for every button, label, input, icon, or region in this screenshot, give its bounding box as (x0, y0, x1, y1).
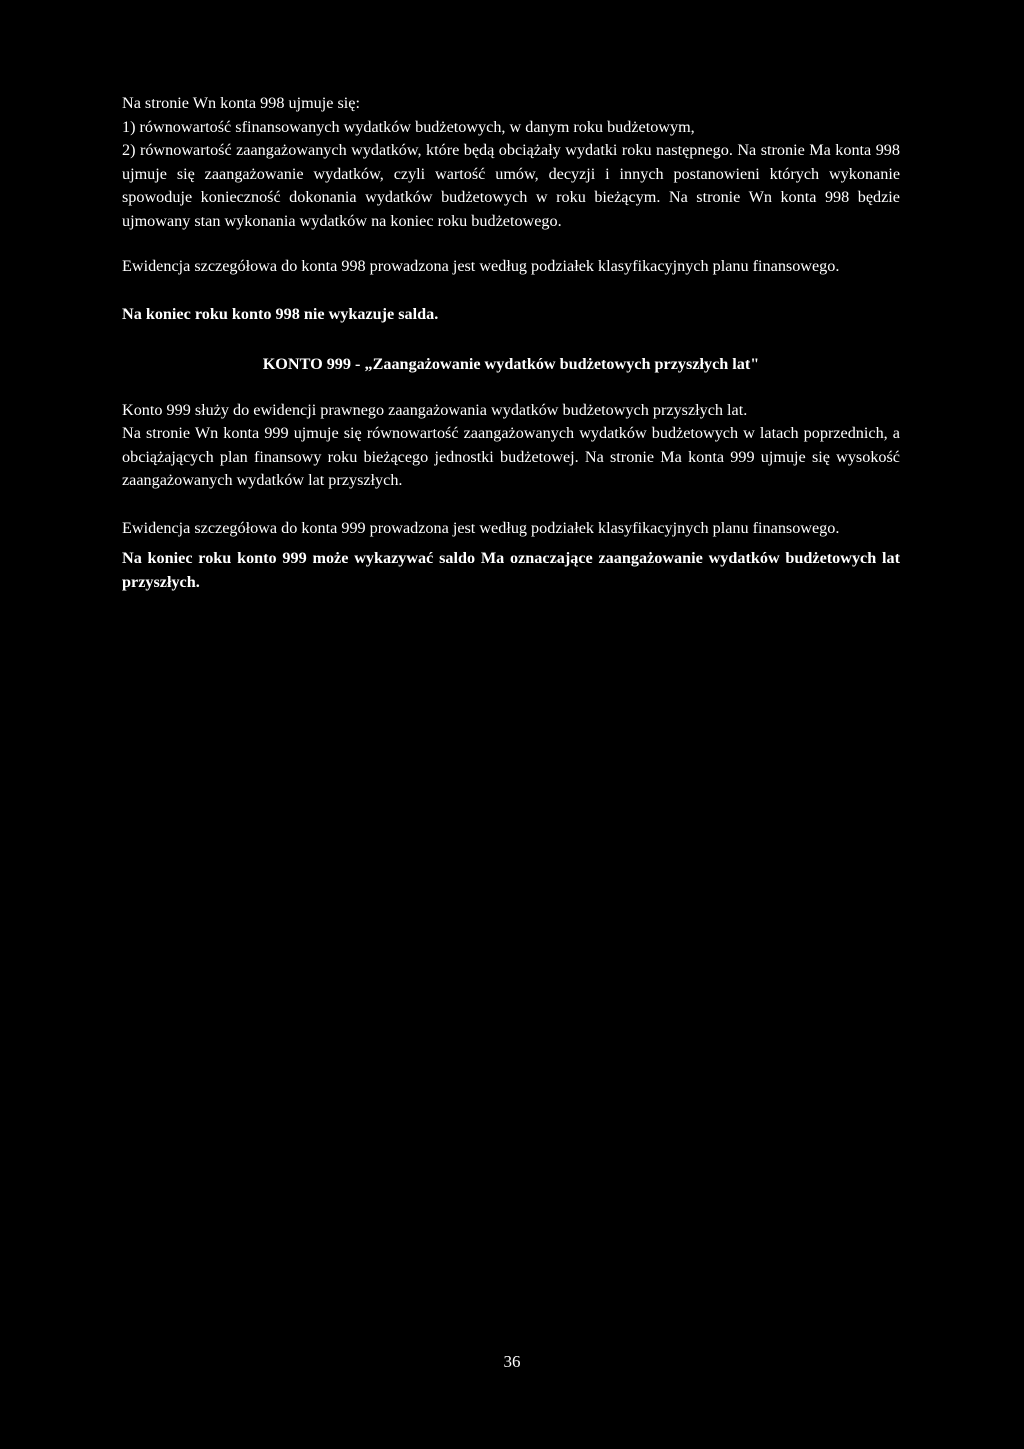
account-998-item-1: 1) równowartość sfinansowanych wydatków budżetowych, w danym roku budżetowym, (122, 117, 695, 136)
account-998-item-2: 2) równowartość zaangażowanych wydatków, które będą obciążały wydatki roku następnego. Na stronie Ma konta 998 ujmuje się zaangażowanie wydatków, czyli wartość umów, decyzji i innych postanowieni których wykonanie spowoduje konieczność dokonania wydatków budżetowych w roku bieżącym. Na stronie Wn konta 998 będzie ujmowany stan wykonania wydatków na koniec roku budżetowego. (122, 141, 900, 230)
account-999-description (122, 399, 900, 493)
page-number: 36 (503, 1352, 521, 1371)
account-999-purpose: Konto 999 służy do ewidencji prawnego zaangażowania wydatków budżetowych przyszłych lat. (122, 400, 748, 419)
account-999-detail-records: Ewidencja szczegółowa do konta 999 prowadzona jest według podziałek klasyfikacyjnych planu finansowego. (122, 518, 840, 537)
account-998-description (122, 92, 900, 233)
account-998-intro: Na stronie Wn konta 998 ujmuje się: (122, 94, 360, 112)
account-998-closing-balance: Na koniec roku konto 998 nie wykazuje salda. (122, 304, 439, 323)
account-998-detail-records: Ewidencja szczegółowa do konta 998 prowadzona jest według podziałek klasyfikacyjnych planu finansowego. (122, 257, 840, 275)
account-999-closing-balance: Na koniec roku konto 999 może wykazywać saldo Ma oznaczające zaangażowanie wydatków budżetowych lat przyszłych. (122, 549, 900, 591)
account-999-heading: KONTO 999 - „Zaangażowanie wydatków budżetowych przyszłych lat" (262, 355, 760, 373)
account-999-body: Na stronie Wn konta 999 ujmuje się równowartość zaangażowanych wydatków budżetowych w latach poprzednich, a obciążających plan finansowy roku bieżącego jednostki budżetowej. Na stronie Ma konta 999 ujmuje się wysokość zaangażowanych wydatków lat przyszłych. (122, 424, 900, 489)
document-page (122, 92, 900, 594)
